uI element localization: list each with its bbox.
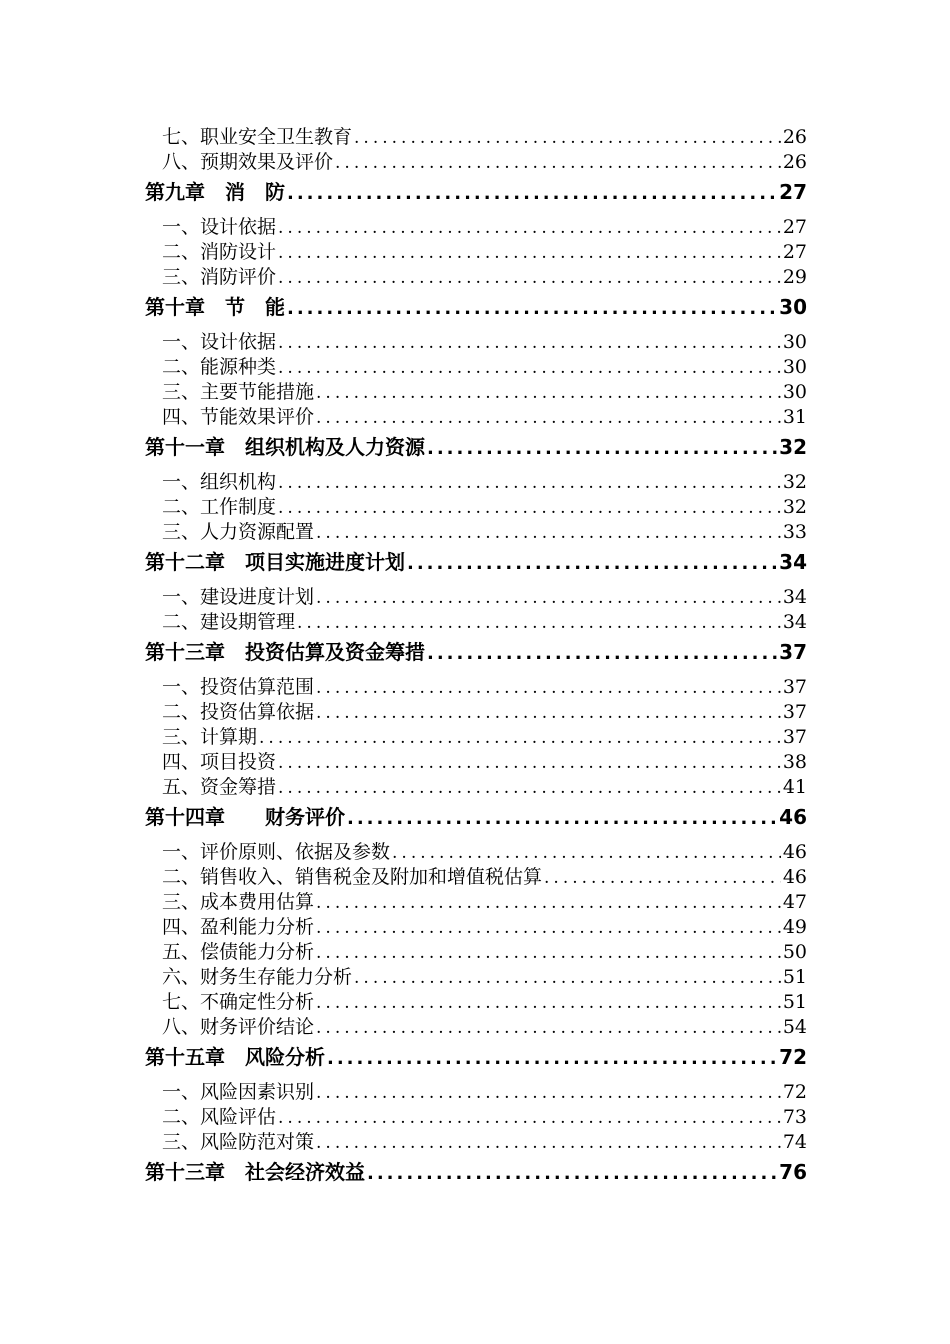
- toc-leader-dots: [276, 358, 781, 377]
- toc-chapter-label: 第十二章 项目实施进度计划: [145, 550, 405, 574]
- toc-entry[interactable]: [145, 122, 807, 147]
- toc-page-number: 34: [779, 550, 807, 574]
- toc-leader-dots: [276, 268, 781, 287]
- toc-page-number: 47: [782, 891, 807, 912]
- toc-chapter[interactable]: [145, 1156, 807, 1190]
- toc-page-number: 37: [779, 640, 807, 664]
- toc-page-number: 27: [782, 216, 807, 237]
- toc-page-number: 30: [782, 381, 807, 402]
- toc-page-number: 26: [782, 126, 807, 147]
- toc-chapter[interactable]: [145, 1041, 807, 1075]
- toc-entry-label: 一、设计依据: [162, 216, 277, 237]
- toc-leader-dots: [390, 843, 781, 862]
- toc-entry[interactable]: [145, 327, 807, 352]
- toc-leader-dots: [295, 613, 781, 632]
- toc-entry-label: 三、计算期: [162, 726, 258, 747]
- toc-entry-label: 二、建设期管理: [162, 611, 296, 632]
- toc-chapter-label: 第十一章 组织机构及人力资源: [145, 435, 425, 459]
- toc-page-number: 38: [782, 751, 807, 772]
- toc-page-number: 27: [782, 241, 807, 262]
- toc-leader-dots: [276, 333, 781, 352]
- toc-entry[interactable]: [145, 237, 807, 262]
- toc-entry[interactable]: [145, 722, 807, 747]
- toc-leader-dots: [276, 753, 781, 772]
- toc-page-number: 46: [779, 805, 807, 829]
- toc-entry-label: 一、评价原则、依据及参数: [162, 841, 391, 862]
- toc-entry[interactable]: [145, 1127, 807, 1152]
- toc-page-number: 41: [782, 776, 807, 797]
- toc-entry-label: 三、风险防范对策: [162, 1131, 315, 1152]
- toc-leader-dots: [405, 553, 777, 574]
- toc-page-number: 34: [782, 586, 807, 607]
- toc-leader-dots: [314, 523, 781, 542]
- toc-entry[interactable]: [145, 1102, 807, 1127]
- toc-entry[interactable]: [145, 377, 807, 402]
- toc-entry-label: 三、主要节能措施: [162, 381, 315, 402]
- toc-page-number: 29: [782, 266, 807, 287]
- toc-leader-dots: [542, 868, 781, 887]
- toc-entry[interactable]: [145, 937, 807, 962]
- toc-entry[interactable]: [145, 1077, 807, 1102]
- toc-entry[interactable]: [145, 987, 807, 1012]
- toc-chapter[interactable]: [145, 431, 807, 465]
- toc-entry-label: 一、组织机构: [162, 471, 277, 492]
- toc-page-number: 37: [782, 676, 807, 697]
- toc-entry[interactable]: [145, 962, 807, 987]
- toc-entry[interactable]: [145, 147, 807, 172]
- toc-entry-label: 一、建设进度计划: [162, 586, 315, 607]
- toc-entry[interactable]: [145, 582, 807, 607]
- toc-entry-label: 七、不确定性分析: [162, 991, 315, 1012]
- toc-entry-label: 二、风险评估: [162, 1106, 277, 1127]
- toc-chapter-label: 第十四章 财务评价: [145, 805, 345, 829]
- toc-entry-label: 八、财务评价结论: [162, 1016, 315, 1037]
- toc-chapter[interactable]: [145, 546, 807, 580]
- toc-page-number: 74: [782, 1131, 807, 1152]
- toc-leader-dots: [314, 588, 781, 607]
- toc-leader-dots: [314, 918, 781, 937]
- toc-entry-label: 四、盈利能力分析: [162, 916, 315, 937]
- toc-leader-dots: [314, 893, 781, 912]
- toc-entry-label: 四、节能效果评价: [162, 406, 315, 427]
- toc-entry-label: 八、预期效果及评价: [162, 151, 334, 172]
- toc-leader-dots: [276, 218, 781, 237]
- toc-page-number: 27: [779, 180, 807, 204]
- toc-leader-dots: [276, 778, 781, 797]
- toc-leader-dots: [285, 183, 777, 204]
- toc-leader-dots: [352, 968, 781, 987]
- toc-entry[interactable]: [145, 352, 807, 377]
- toc-page-number: 37: [782, 701, 807, 722]
- toc-entry[interactable]: [145, 837, 807, 862]
- toc-leader-dots: [345, 808, 777, 829]
- toc-page-number: 51: [782, 991, 807, 1012]
- toc-entry-label: 二、消防设计: [162, 241, 277, 262]
- toc-entry-label: 五、资金筹措: [162, 776, 277, 797]
- toc-entry[interactable]: [145, 887, 807, 912]
- toc-chapter-label: 第十五章 风险分析: [145, 1045, 325, 1069]
- toc-chapter-label: 第十三章 社会经济效益: [145, 1160, 365, 1184]
- toc-entry[interactable]: [145, 747, 807, 772]
- toc-leader-dots: [325, 1048, 777, 1069]
- toc-entry[interactable]: [145, 697, 807, 722]
- toc-entry-label: 五、偿债能力分析: [162, 941, 315, 962]
- toc-leader-dots: [425, 643, 777, 664]
- toc-chapter[interactable]: [145, 176, 807, 210]
- toc-entry[interactable]: [145, 402, 807, 427]
- toc-page-number: 32: [782, 496, 807, 517]
- toc-entry[interactable]: [145, 1012, 807, 1037]
- toc-entry[interactable]: [145, 912, 807, 937]
- toc-chapter-label: 第十三章 投资估算及资金筹措: [145, 640, 425, 664]
- toc-page-number: 72: [782, 1081, 807, 1102]
- toc-leader-dots: [365, 1163, 777, 1184]
- toc-page-number: 30: [782, 356, 807, 377]
- toc-entry-label: 二、投资估算依据: [162, 701, 315, 722]
- toc-leader-dots: [276, 473, 781, 492]
- toc-entry[interactable]: [145, 672, 807, 697]
- toc-entry-label: 一、投资估算范围: [162, 676, 315, 697]
- toc-leader-dots: [276, 498, 781, 517]
- toc-chapter-label: 第九章 消 防: [145, 180, 285, 204]
- toc-entry-label: 二、工作制度: [162, 496, 277, 517]
- toc-chapter[interactable]: [145, 291, 807, 325]
- toc-leader-dots: [314, 703, 781, 722]
- toc-entry[interactable]: [145, 607, 807, 632]
- toc-leader-dots: [352, 128, 781, 147]
- toc-page-number: 49: [782, 916, 807, 937]
- toc-page-number: 72: [779, 1045, 807, 1069]
- toc-page-number: 31: [782, 406, 807, 427]
- toc-page-number: 34: [782, 611, 807, 632]
- toc-leader-dots: [257, 728, 781, 747]
- toc-leader-dots: [314, 993, 781, 1012]
- toc-page-number: 33: [782, 521, 807, 542]
- toc-page-number: 54: [782, 1016, 807, 1037]
- toc-chapter[interactable]: [145, 636, 807, 670]
- toc-page-number: 76: [779, 1160, 807, 1184]
- toc-entry[interactable]: [145, 262, 807, 287]
- toc-leader-dots: [314, 943, 781, 962]
- toc-page-number: 26: [782, 151, 807, 172]
- toc-chapter[interactable]: [145, 801, 807, 835]
- toc-page-number: 37: [782, 726, 807, 747]
- toc-entry-label: 六、财务生存能力分析: [162, 966, 353, 987]
- toc-entry-label: 七、职业安全卫生教育: [162, 126, 353, 147]
- toc-entry[interactable]: [145, 862, 807, 887]
- toc-entry-label: 一、风险因素识别: [162, 1081, 315, 1102]
- toc-page-number: 73: [782, 1106, 807, 1127]
- toc-entry-label: 三、人力资源配置: [162, 521, 315, 542]
- toc-entry-label: 二、能源种类: [162, 356, 277, 377]
- table-of-contents: [145, 122, 807, 1192]
- toc-page-number: 51: [782, 966, 807, 987]
- toc-page-number: 30: [782, 331, 807, 352]
- toc-page-number: 30: [779, 295, 807, 319]
- toc-entry-label: 四、项目投资: [162, 751, 277, 772]
- toc-leader-dots: [276, 243, 781, 262]
- toc-entry[interactable]: [145, 772, 807, 797]
- toc-page-number: 46: [782, 841, 807, 862]
- toc-leader-dots: [314, 383, 781, 402]
- toc-page-number: 32: [779, 435, 807, 459]
- toc-page-number: 46: [782, 866, 807, 887]
- toc-page-number: 32: [782, 471, 807, 492]
- toc-entry-label: 三、消防评价: [162, 266, 277, 287]
- toc-entry-label: 二、销售收入、销售税金及附加和增值税估算: [162, 866, 543, 887]
- toc-entry-label: 一、设计依据: [162, 331, 277, 352]
- toc-leader-dots: [314, 408, 781, 427]
- toc-entry-label: 三、成本费用估算: [162, 891, 315, 912]
- toc-entry[interactable]: [145, 467, 807, 492]
- toc-leader-dots: [333, 153, 781, 172]
- toc-chapter-label: 第十章 节 能: [145, 295, 285, 319]
- toc-leader-dots: [276, 1108, 781, 1127]
- toc-entry[interactable]: [145, 517, 807, 542]
- toc-leader-dots: [314, 1083, 781, 1102]
- toc-leader-dots: [314, 1133, 781, 1152]
- toc-leader-dots: [314, 1018, 781, 1037]
- toc-leader-dots: [425, 438, 777, 459]
- toc-entry[interactable]: [145, 212, 807, 237]
- toc-leader-dots: [314, 678, 781, 697]
- toc-page-number: 50: [782, 941, 807, 962]
- toc-entry[interactable]: [145, 492, 807, 517]
- toc-leader-dots: [285, 298, 777, 319]
